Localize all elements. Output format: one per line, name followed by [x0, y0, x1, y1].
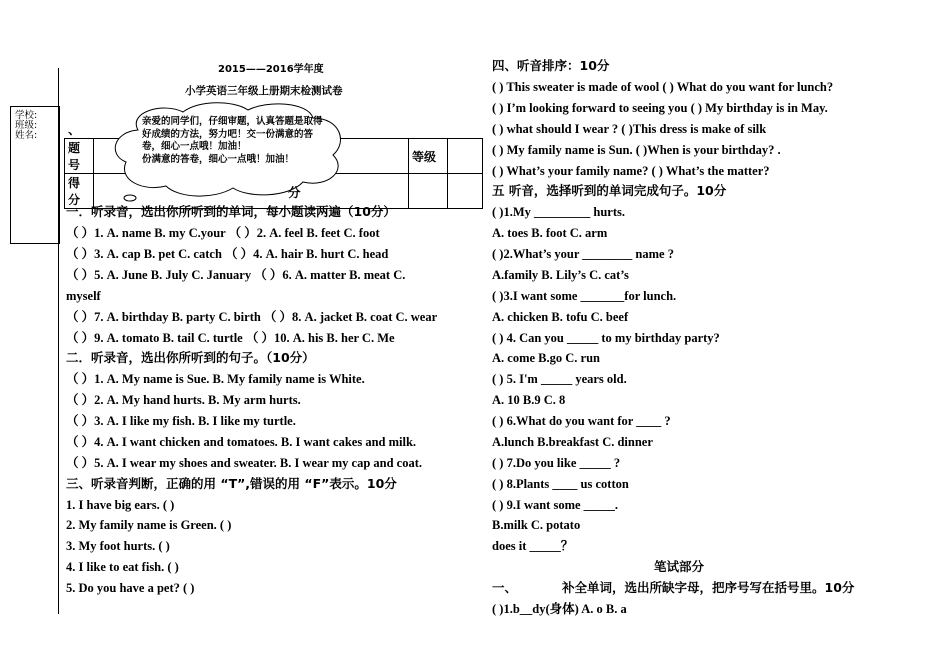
class-label: 班级:: [15, 120, 38, 131]
question-line: A.lunch B.breakfast C. dinner: [492, 435, 653, 449]
question-line: ( )1.My _________ hurts.: [492, 205, 625, 219]
section-5-title: 五 听音，选择听到的单词完成句子。10分: [492, 183, 727, 198]
question-line: ( ) My family name is Sun. ( )When is your birthday? .: [492, 143, 781, 157]
question-line: ( )2.What’s your ________ name ?: [492, 247, 674, 261]
question-line: 2. My family name is Green. ( ): [66, 518, 232, 532]
question-line: ( ) What’s your family name? ( ) What’s the matter?: [492, 164, 770, 178]
question-line: A.family B. Lily’s C. cat’s: [492, 268, 629, 282]
question-line: 3. My foot hurts. ( ): [66, 539, 170, 553]
question-line: A. come B.go C. run: [492, 351, 600, 365]
question-line: ( ) 6.What do you want for ____ ?: [492, 414, 671, 428]
question-line: 1. I have big ears. ( ): [66, 498, 175, 512]
question-line: A. 10 B.9 C. 8: [492, 393, 566, 407]
question-line: does it _____？: [492, 539, 574, 553]
score-header: 得分: [65, 174, 94, 209]
question-line: B.milk C. potato: [492, 518, 581, 532]
partial-char: 分: [288, 185, 301, 200]
question-line: 5. Do you have a pet? ( ): [66, 581, 195, 595]
school-year: 2015——2016学年度: [218, 64, 324, 75]
question-line: （ ）3. A. cap B. pet C. catch （ ）4. A. hair B. hurt C. head: [66, 247, 389, 261]
question-line: （ ）1. A. My name is Sue. B. My family name is White.: [66, 372, 365, 386]
cloud-message: 亲爱的同学们，仔细审题，认真答题是取得 好成绩的方法，努力吧！交一份满意的答 卷，细心一点哦！加油！ 份满意的答卷，细心一点哦！加油！: [142, 116, 323, 165]
question-line: （ ）7. A. birthday B. party C. birth （ ）8. A. jacket B. coat C. wear: [66, 310, 438, 324]
name-label: 姓名:: [15, 130, 38, 141]
question-line: ( ) 5. I'm _____ years old.: [492, 372, 627, 386]
section-2-title: 二．听录音，选出你所听到的句子。（10分）: [66, 350, 315, 365]
question-line: ( ) 8.Plants ____ us cotton: [492, 477, 629, 491]
question-line: ( ) 7.Do you like _____ ?: [492, 456, 621, 470]
school-label: 学校:: [15, 110, 38, 121]
written-q1-text: 补全单词，选出所缺字母，把序号写在括号里。10分: [562, 580, 855, 595]
section-1-title: 一．听录音，选出你所听到的单词，每小题读两遍（10分）: [66, 204, 396, 219]
written-part-title: 笔试部分: [654, 559, 705, 574]
question-line: myself: [66, 289, 101, 303]
question-line: ( )3.I want some _______for lunch.: [492, 289, 677, 303]
question-line: ( )1.b__dy(身体) A. o B. a: [492, 602, 627, 616]
question-line: （ ）4. A. I want chicken and tomatoes. B. I want cakes and milk.: [66, 435, 417, 449]
question-line: A. chicken B. tofu C. beef: [492, 310, 629, 324]
question-line: （ ）5. A. I wear my shoes and sweater. B. I wear my cap and coat.: [66, 456, 423, 470]
binding-line: [58, 68, 59, 614]
question-line: 4. I like to eat fish. ( ): [66, 560, 179, 574]
question-line: （ ）2. A. My hand hurts. B. My arm hurts.: [66, 393, 301, 407]
stray-mark: 、: [68, 122, 81, 137]
written-q1-number: 一、: [492, 580, 518, 595]
section-4-title: 四、听音排序：10分: [492, 58, 610, 73]
question-line: （ ）3. A. I like my fish. B. I like my turtle.: [66, 414, 296, 428]
grade-header: 等级: [409, 139, 448, 174]
question-line: ( ) 4. Can you _____ to my birthday party?: [492, 331, 720, 345]
question-line: ( ) This sweater is made of wool ( ) What do you want for lunch?: [492, 80, 834, 94]
question-line: （ ）5. A. June B. July C. January （ ）6. A. matter B. meat C.: [66, 268, 406, 282]
question-number-header: 题号: [65, 139, 94, 174]
question-line: ( ) I’m looking forward to seeing you ( ) My birthday is in May.: [492, 101, 828, 115]
question-line: ( ) 9.I want some _____.: [492, 498, 619, 512]
question-line: ( ) what should I wear ? ( )This dress is make of silk: [492, 122, 767, 136]
section-3-title: 三、听录音判断，正确的用 “T”,错误的用 “F”表示。10分: [66, 476, 397, 491]
question-line: （ ）1. A. name B. my C.your （ ）2. A. feel B. feet C. foot: [66, 226, 380, 240]
question-line: A. toes B. foot C. arm: [492, 226, 608, 240]
question-line: （ ）9. A. tomato B. tail C. turtle （ ）10. A. his B. her C. Me: [66, 331, 395, 345]
exam-title: 小学英语三年级上册期末检测试卷: [185, 85, 343, 97]
